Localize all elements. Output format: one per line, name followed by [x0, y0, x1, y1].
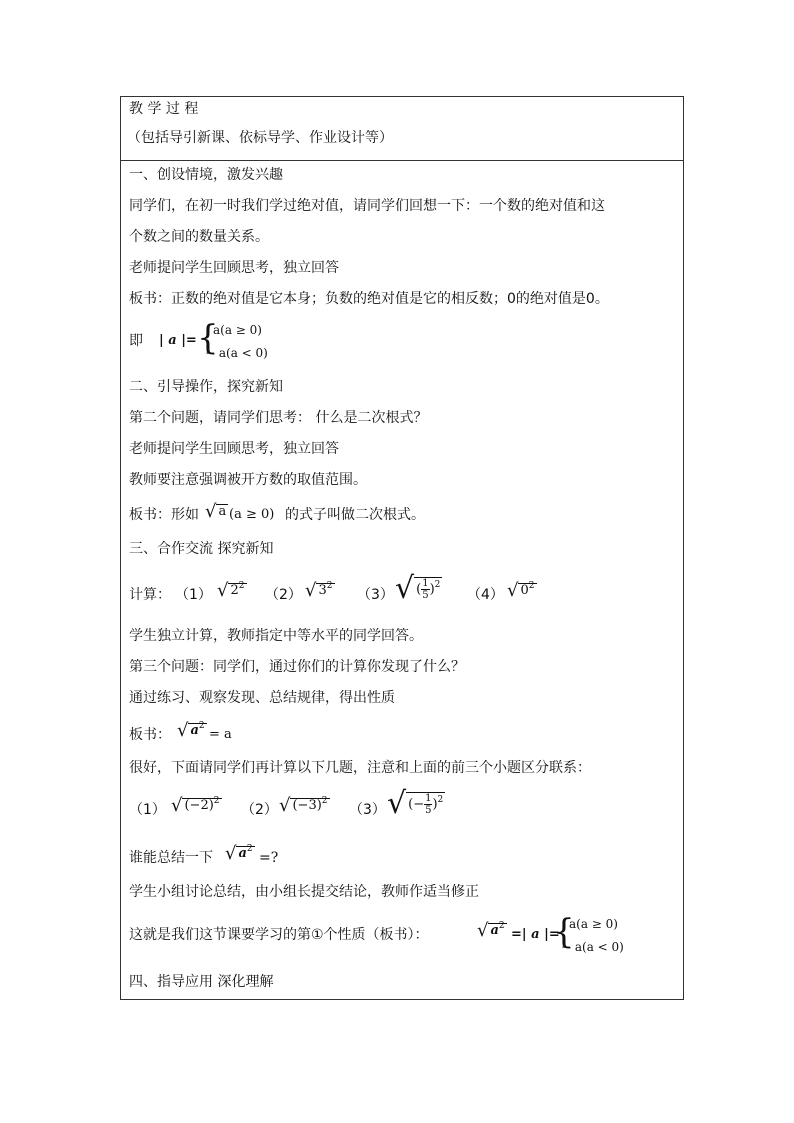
who-prefix: 谁能总结一下	[129, 850, 213, 866]
section1-heading: 一、创设情境，激发兴趣	[129, 167, 283, 183]
who-suffix: =?	[259, 850, 279, 866]
board-prefix: 板书：	[129, 727, 171, 743]
header-title: 教 学 过 程	[129, 101, 199, 117]
section1-para3: 板书：正数的绝对值是它本身；负数的绝对值是它的相反数；0的绝对值是0。	[129, 291, 609, 307]
section3-para4: 很好，下面请同学们再计算以下几题，注意和上面的前三个小题区分联系：	[129, 760, 591, 776]
abs-case-1: a(a ≥ 0)	[213, 323, 262, 337]
left-brace-2: {	[553, 912, 575, 952]
section2-para3: 教师要注意强调被开方数的取值范围。	[129, 472, 367, 488]
section1-para2: 老师提问学生回顾思考，独立回答	[129, 260, 339, 276]
section2-para1: 第二个问题，请同学们思考： 什么是二次根式？	[129, 410, 428, 426]
section2-para4-suffix: 的式子叫做二次根式。	[285, 507, 425, 523]
sqrt-a-squared-question: √ $a^2$	[225, 843, 253, 864]
sqrt-a: √ a	[205, 501, 227, 522]
left-brace-1: {	[197, 318, 219, 358]
calc2-r2-number: （2）	[241, 802, 278, 818]
sqrt-a-squared-property: √ $a^2$	[477, 920, 505, 941]
table-header	[121, 97, 683, 161]
section3-para5: 学生小组讨论总结，由小组长提交结论，教师作适当修正	[129, 884, 479, 900]
board-rhs: = a	[209, 727, 232, 742]
calc-q4-number: （4）	[467, 587, 504, 603]
section3-para3: 通过练习、观察发现、总结规律，得出性质	[129, 690, 395, 706]
section3-para1: 学生独立计算，教师指定中等水平的同学回答。	[129, 628, 423, 644]
sqrt-fraction-squared: √ ( $\frac{1}{5}$ )$^2$	[395, 571, 441, 606]
section4-heading: 四、指导应用 深化理解	[129, 974, 274, 990]
ji-label: 即	[129, 333, 143, 349]
sqrt-3-squared: √ $3^2$	[305, 580, 333, 601]
section2-para2: 老师提问学生回顾思考，独立回答	[129, 441, 339, 457]
calc-q3-number: （3）	[357, 587, 394, 603]
section3-heading: 三、合作交流 探究新知	[129, 541, 274, 557]
sqrt-neg3-squared: √ $(-3)^2$	[279, 795, 328, 816]
calc-label: 计算：	[129, 587, 171, 603]
calc2-r3-number: （3）	[349, 802, 386, 818]
calc-q1-number: （1）	[175, 587, 212, 603]
calc2-r1-number: （1）	[129, 802, 166, 818]
section2-para4-prefix: 板书：形如	[129, 507, 199, 523]
sqrt-0-squared: √ $0^2$	[507, 580, 535, 601]
property-abs: =| a |=	[511, 927, 560, 942]
property-case-1: a(a ≥ 0)	[569, 917, 618, 931]
section2-heading: 二、引导操作，探究新知	[129, 379, 283, 395]
section1-para1-line1: 同学们，在初一时我们学过绝对值，请同学们回想一下：一个数的绝对值和这	[129, 198, 605, 214]
section3-para2: 第三个问题：同学们，通过你们的计算你发现了什么？	[129, 659, 465, 675]
calc-q2-number: （2）	[265, 587, 302, 603]
lesson-table	[120, 96, 684, 1000]
property-case-2: − a(a < 0)	[561, 940, 624, 954]
sqrt-a-squared: √ $a^2$	[177, 720, 205, 741]
abs-lhs: | a |=	[159, 333, 197, 348]
section3-para6: 这就是我们这节课要学习的第①个性质（板书）：	[129, 927, 429, 943]
sqrt-neg-fraction-squared: √ (− $\frac{1}{5}$ )$^2$	[387, 786, 444, 821]
abs-case-2: − a(a < 0)	[205, 346, 268, 360]
sqrt-neg2-squared: √ $(-2)^2$	[171, 795, 220, 816]
header-subtitle: （包括导引新课、依标导学、作业设计等）	[127, 130, 393, 146]
section1-para1-line2: 个数之间的数量关系。	[129, 229, 269, 245]
sqrt-a-condition: (a ≥ 0)	[229, 507, 275, 522]
sqrt-2-squared: √ $2^2$	[217, 580, 245, 601]
